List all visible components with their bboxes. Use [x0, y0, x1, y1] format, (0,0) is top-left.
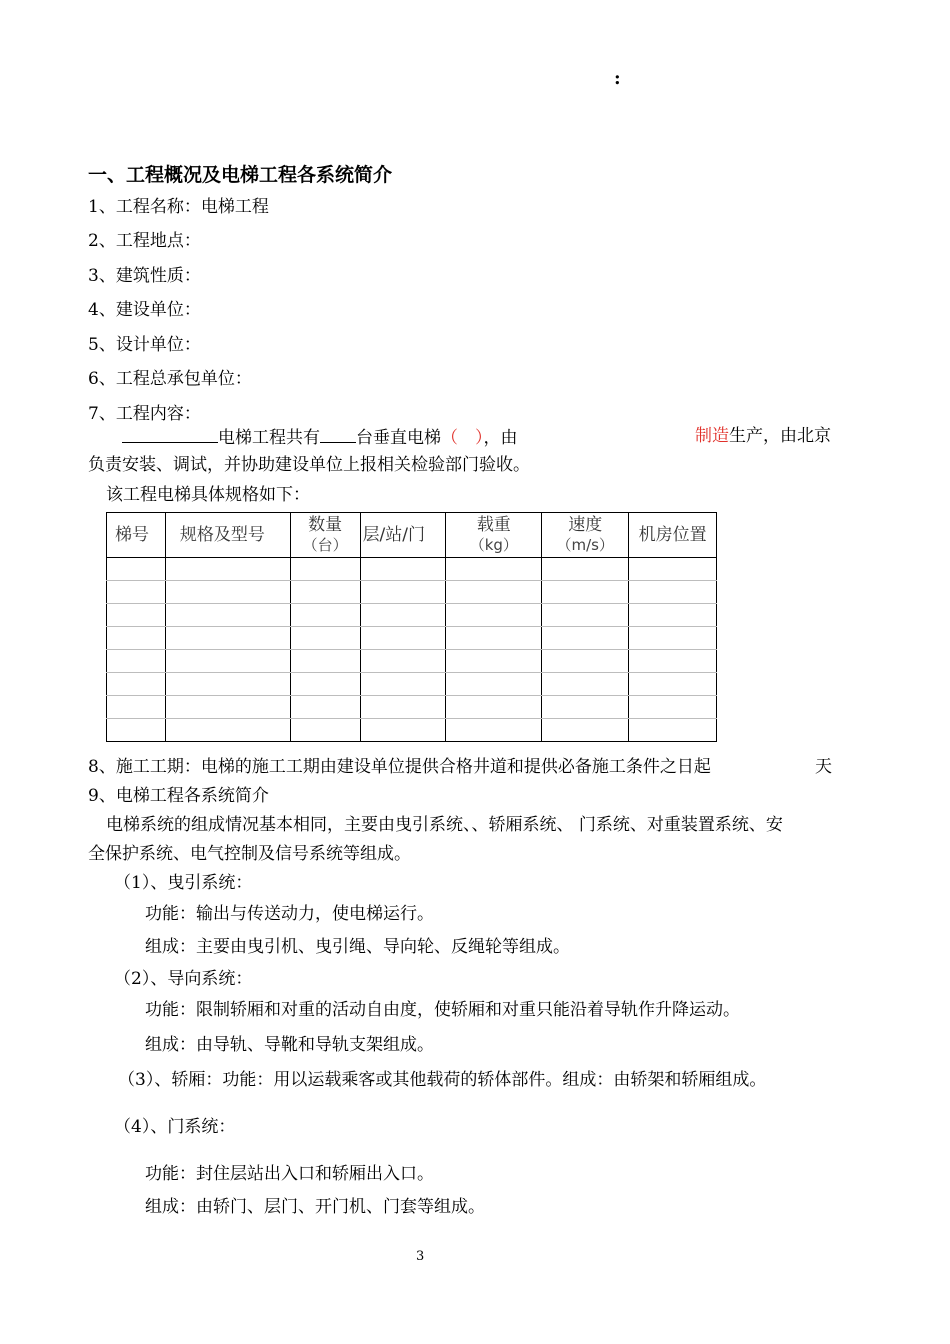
content-part3: ，由 [483, 428, 518, 448]
blank-project [122, 426, 218, 443]
content-line-tail [695, 426, 831, 446]
door-system-title: （4）、门系统： [114, 1117, 236, 1137]
page-number: 3 [416, 1249, 425, 1264]
table-row [107, 604, 717, 627]
traction-system-function: 功能：输出与传送动力，使电梯运行。 [145, 904, 434, 924]
content-part4: 生产，由北京 [729, 426, 831, 446]
item-schedule-tail: 天 [815, 757, 832, 777]
item-owner: 4、建设单位： [88, 300, 201, 320]
header-elevator-no: 梯号 [107, 513, 166, 558]
table-row [107, 650, 717, 673]
door-system-components: 组成：由轿门、层门、开门机、门套等组成。 [145, 1197, 485, 1217]
blank-count [320, 426, 356, 443]
table-row [107, 558, 717, 581]
top-mark: : [614, 68, 621, 89]
item-systems-intro: 9、电梯工程各系统简介 [88, 786, 269, 806]
header-quantity: 数量 （台） [290, 513, 360, 558]
table-header-row [107, 513, 717, 558]
door-system-function: 功能：封住层站出入口和轿厢出入口。 [145, 1164, 434, 1184]
item-project-name: 1、工程名称：电梯工程 [88, 197, 269, 217]
header-load: 载重 （kg） [446, 513, 542, 558]
car-system: （3）、轿厢：功能：用以运载乘客或其他载荷的轿体部件。组成：由轿架和轿厢组成。 [118, 1070, 767, 1090]
content-part2: 台垂直电梯 [356, 428, 441, 448]
table-row [107, 673, 717, 696]
header-floors-stops-doors: 层/站/门 [360, 513, 446, 558]
guide-system-title: （2）、导向系统： [114, 969, 253, 989]
item-designer: 5、设计单位： [88, 335, 201, 355]
item-content: 7、工程内容： [88, 404, 201, 424]
section-heading: 一、工程概况及电梯工程各系统简介 [88, 164, 393, 186]
table-row [107, 581, 717, 604]
spec-intro: 该工程电梯具体规格如下： [106, 485, 310, 505]
content-made: 制造 [695, 426, 729, 446]
content-paren: （ ） [441, 428, 484, 448]
content-part1: 电梯工程共有 [218, 428, 320, 448]
item-general-contractor: 6、工程总承包单位： [88, 369, 252, 389]
item-project-location: 2、工程地点： [88, 231, 201, 251]
header-machine-room: 机房位置 [629, 513, 717, 558]
systems-paragraph-line2: 全保护系统、电气控制及信号系统等组成。 [88, 844, 411, 864]
spec-table [106, 512, 717, 742]
traction-system-title: （1）、曳引系统： [114, 873, 253, 893]
header-spec-model: 规格及型号 [165, 513, 290, 558]
guide-system-function: 功能：限制轿厢和对重的活动自由度，使轿厢和对重只能沿着导轨作升降运动。 [145, 1000, 740, 1020]
item-schedule: 8、施工工期：电梯的施工工期由建设单位提供合格井道和提供必备施工条件之日起 [88, 757, 711, 777]
header-speed: 速度 （m/s） [542, 513, 629, 558]
table-row [107, 719, 717, 742]
traction-system-components: 组成：主要由曳引机、曳引绳、导向轮、反绳轮等组成。 [145, 937, 570, 957]
table-row [107, 627, 717, 650]
content-line-2: 负责安装、调试，并协助建设单位上报相关检验部门验收。 [88, 455, 530, 475]
content-line [122, 426, 518, 448]
guide-system-components: 组成：由导轨、导靴和导轨支架组成。 [145, 1035, 434, 1055]
item-building-nature: 3、建筑性质： [88, 266, 201, 286]
table-row [107, 696, 717, 719]
systems-paragraph-line1: 电梯系统的组成情况基本相同，主要由曳引系统、、轿厢系统、 门系统、对重装置系统、安 [106, 815, 783, 835]
